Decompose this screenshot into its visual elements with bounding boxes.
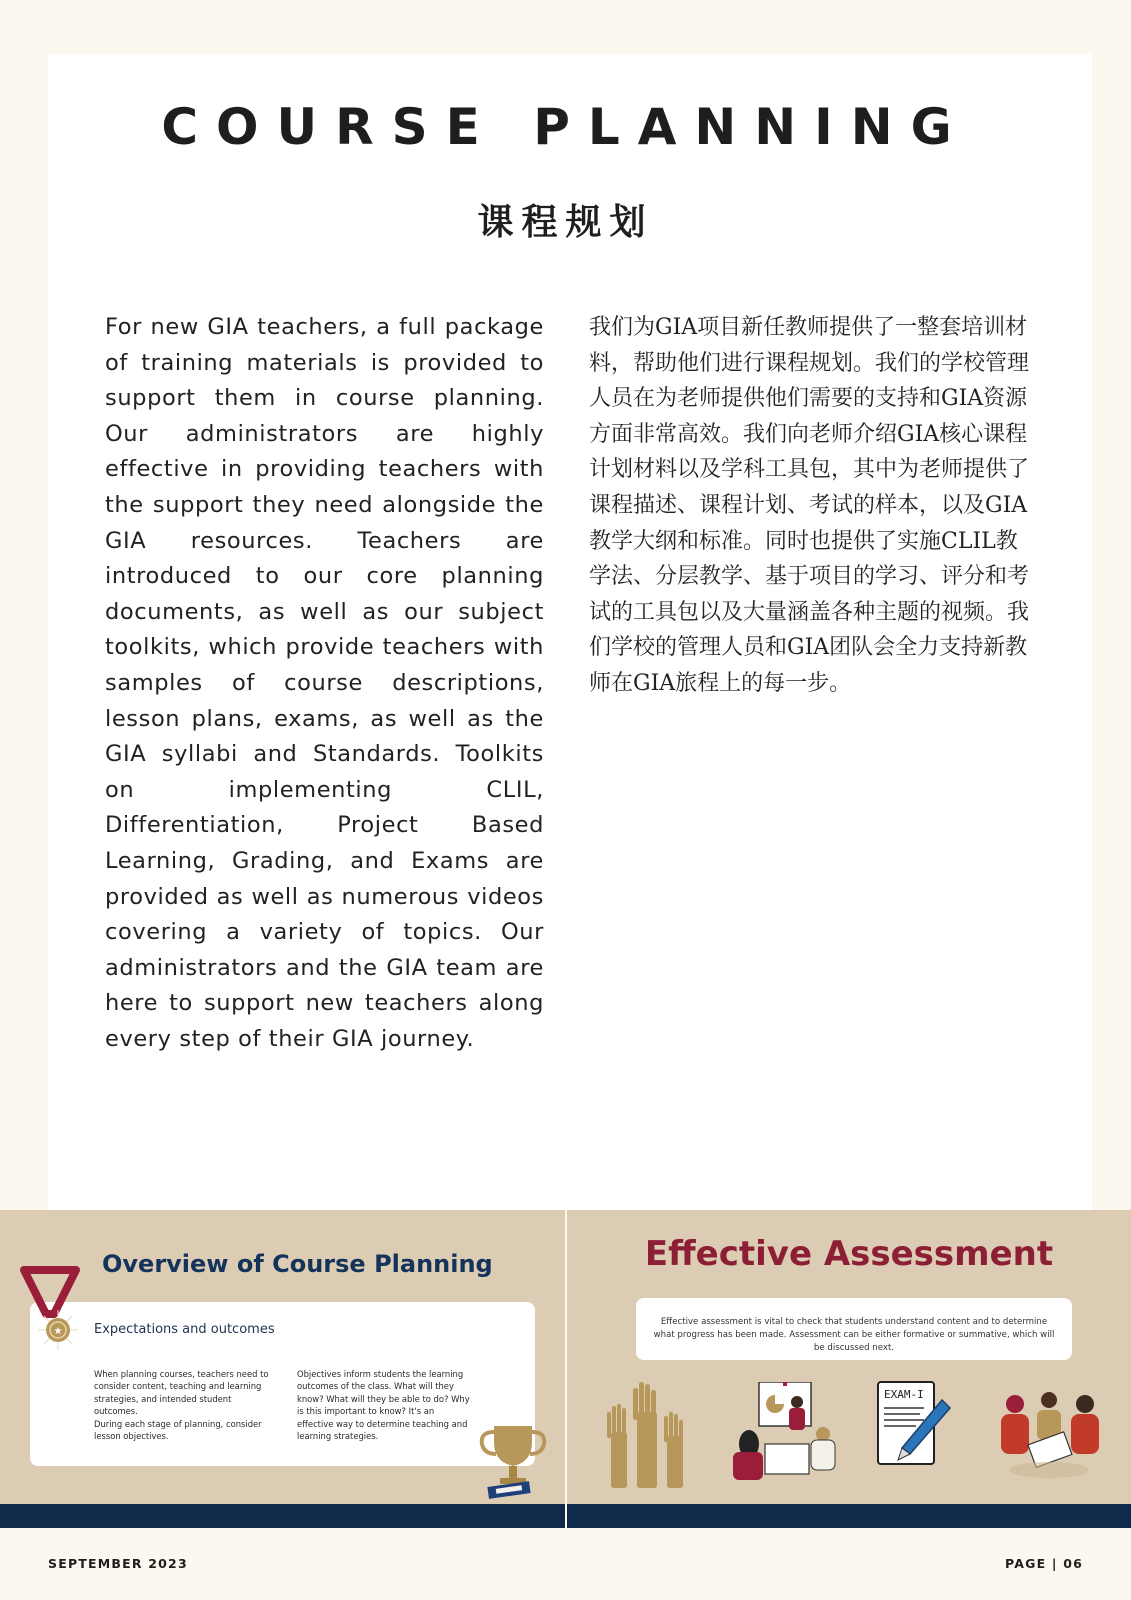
assessment-card-text: Effective assessment is vital to check that students understand content and to determine what progress has been made. Assessment can be either formative or summative, which will be discussed next.	[653, 1317, 1055, 1353]
overview-slide-title: Overview of Course Planning	[102, 1250, 493, 1278]
assessment-navy-bar	[567, 1504, 1131, 1528]
exam-label: EXAM-I	[884, 1388, 924, 1401]
page-subtitle-chinese: 课程规划	[477, 202, 654, 243]
overview-right-text: Objectives inform students the learning outcomes of the class. What will they know? What will they be able to do? Why is this important to know? It's an effective way to determine teaching and learning strategies.	[297, 1369, 470, 1442]
overview-card-heading: Expectations and outcomes	[94, 1322, 275, 1337]
group-study-icon	[997, 1382, 1101, 1482]
body-english: For new GIA teachers, a full package of training materials is provided to support them in course planning. Our administrators are highly effective in providing teachers with the support they need alongside the GIA resources. Teachers are introduced to our core planning documents, as well as our subject toolkits, which provide teachers with samples of course descriptions, lesson plans, exams, as well as the GIA syllabi and Standards. Toolkits on implementing CLIL, Differentiation, Project Based Learning, Grading, and Exams are provided as well as numerous videos covering a variety of topics. Our administrators and the GIA team are here to support new teachers along every step of their GIA journey.	[105, 314, 544, 1052]
footer-date: SEPTEMBER 2023	[48, 1556, 188, 1571]
body-chinese: 我们为GIA项目新任教师提供了一整套培训材料，帮助他们进行课程规划。我们的学校管理人员在为老师提供他们需要的支持和GIA资源方面非常高效。我们向老师介绍GIA核心课程计划材料以及学科工具包，其中为老师提供了课程描述、课程计划、考试的样本，以及GIA教学大纲和标准。同时也提供了实施CLIL教学法、分层教学、基于项目的学习、评分和考试的工具包以及大量涵盖各种主题的视频。我们学校的管理人员和GIA团队会全力支持新教师在GIA旅程上的每一步。	[589, 315, 1030, 696]
page-title: COURSE PLANNING	[161, 98, 970, 156]
assessment-slide-thumbnail	[567, 1210, 1131, 1528]
medal-icon	[20, 1266, 80, 1356]
overview-navy-bar	[0, 1504, 565, 1528]
raised-hands-icon	[603, 1382, 695, 1488]
overview-left-text-2: During each stage of planning, consider lesson objectives.	[94, 1419, 262, 1442]
assessment-slide-title: Effective Assessment	[644, 1234, 1054, 1274]
overview-left-text-1: When planning courses, teachers need to consider content, teaching and learning strategies, and intended student outcomes.	[94, 1369, 269, 1417]
assessment-slide-card	[636, 1298, 1072, 1360]
exam-paper-icon	[872, 1378, 952, 1470]
presentation-icon	[727, 1382, 839, 1482]
overview-slide-card	[30, 1302, 535, 1466]
overview-slide-thumbnail	[0, 1210, 565, 1528]
footer-page-number: PAGE | 06	[1005, 1556, 1083, 1571]
trophy-icon	[478, 1420, 548, 1502]
svg-text:★: ★	[53, 1326, 63, 1337]
